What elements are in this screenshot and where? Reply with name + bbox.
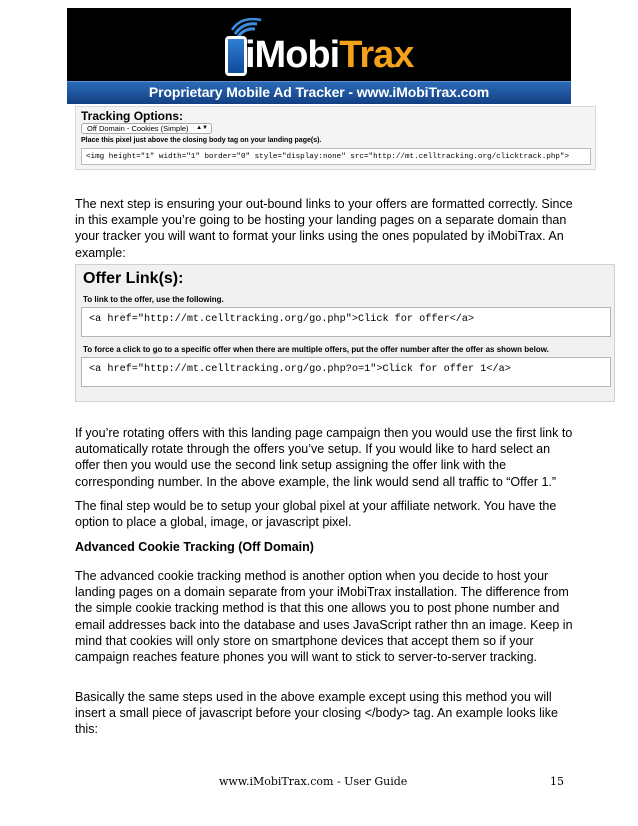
paragraph-rotating-offers: If you’re rotating offers with this landing page campaign then you would use the first link to automatically rotate through the offers you’ve setup. If you would like to hard select an offer then you would use the second link setup assigning the offer link with the corresponding number. In the above example, the link would send all traffic to “Offer 1.”	[75, 426, 573, 489]
offer-link-label: To link to the offer, use the following.	[83, 295, 224, 304]
tracking-note: Place this pixel just above the closing body tag on your landing page(s).	[81, 137, 322, 144]
paragraph-javascript-steps: Basically the same steps used in the above example except using this method you will insert a small piece of javascript before your closing </body> tag. An example looks like this:	[75, 690, 558, 737]
specific-offer-label: To force a click to go to a specific offer when there are multiple offers, put the offer number after the offer as shown below.	[83, 345, 549, 354]
logo-wordmark: iMobiTrax	[245, 34, 414, 76]
tagline: Proprietary Mobile Ad Tracker - www.iMobiTrax.com	[148, 84, 490, 100]
tracking-pixel-code[interactable]: <img height="1" width="1" border="0" style="display:none" src="http://mt.celltracking.org/clicktrack.php">	[81, 148, 591, 165]
tracking-options-title: Tracking Options:	[81, 109, 184, 123]
offer-links-title: Offer Link(s):	[83, 270, 184, 287]
header-banner	[67, 8, 571, 104]
page-number: 15	[550, 775, 564, 788]
tracking-method-value: Off Domain - Cookies (Simple)	[87, 124, 189, 133]
specific-offer-code[interactable]: <a href="http://mt.celltracking.org/go.php?o=1">Click for offer 1</a>	[81, 357, 611, 387]
paragraph-global-pixel: The final step would be to setup your global pixel at your affiliate network. You have the option to place a global, image, or javascript pixel.	[75, 499, 557, 530]
footer-site: www.iMobiTrax.com - User Guide	[219, 775, 408, 788]
paragraph-advanced-cookie: The advanced cookie tracking method is another option when you decide to host your landing pages on a domain separate from your iMobiTrax installation. The difference from the simple cookie tracking method is that this one allows you to post phone number and email addresses back into the database and uses JavaScript rather thn an image. Keep in mind that cookies will only store on smartphone devices that accept them so if your campaign reaches feature phones you will want to stick to server-to-server tracking.	[75, 569, 573, 665]
select-arrows-icon: ▲▼	[196, 125, 208, 131]
tracking-method-select[interactable]	[81, 123, 212, 134]
tracking-options-panel	[75, 106, 596, 170]
offer-links-panel	[75, 264, 615, 402]
section-heading: Advanced Cookie Tracking (Off Domain)	[75, 540, 314, 554]
offer-link-code[interactable]: <a href="http://mt.celltracking.org/go.php">Click for offer</a>	[81, 307, 611, 337]
phone-icon	[225, 36, 247, 76]
paragraph-outbound-links: The next step is ensuring your out-bound links to your offers are formatted correctly. Since in this example you’re going to be hosting your landing pages on a separate domain than your tracker you will want to format your links using the ones populated by iMobiTrax. An example:	[75, 197, 573, 260]
